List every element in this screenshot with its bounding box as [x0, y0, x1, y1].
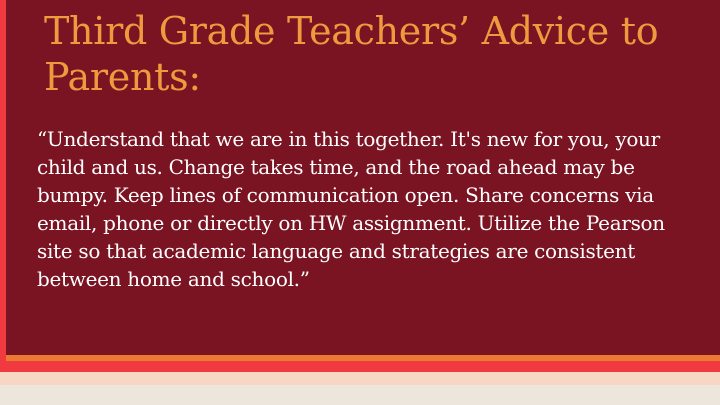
- slide-title: Third Grade Teachers’ Advice to Parents:: [44, 9, 659, 99]
- bottom-band: [0, 385, 720, 405]
- light-accent-stripe: [0, 372, 720, 385]
- slide-body-quote: “Understand that we are in this together. It's new for you, your child and us. Change takes time, and the road ahead may be bumpy. Keep lines of communication open. Share concerns via email, phone or directly on HW assignment. Utilize the Pearson site so that academic language and strategies are consistent between home and school.”: [37, 127, 665, 291]
- red-accent-stripe: [0, 361, 720, 372]
